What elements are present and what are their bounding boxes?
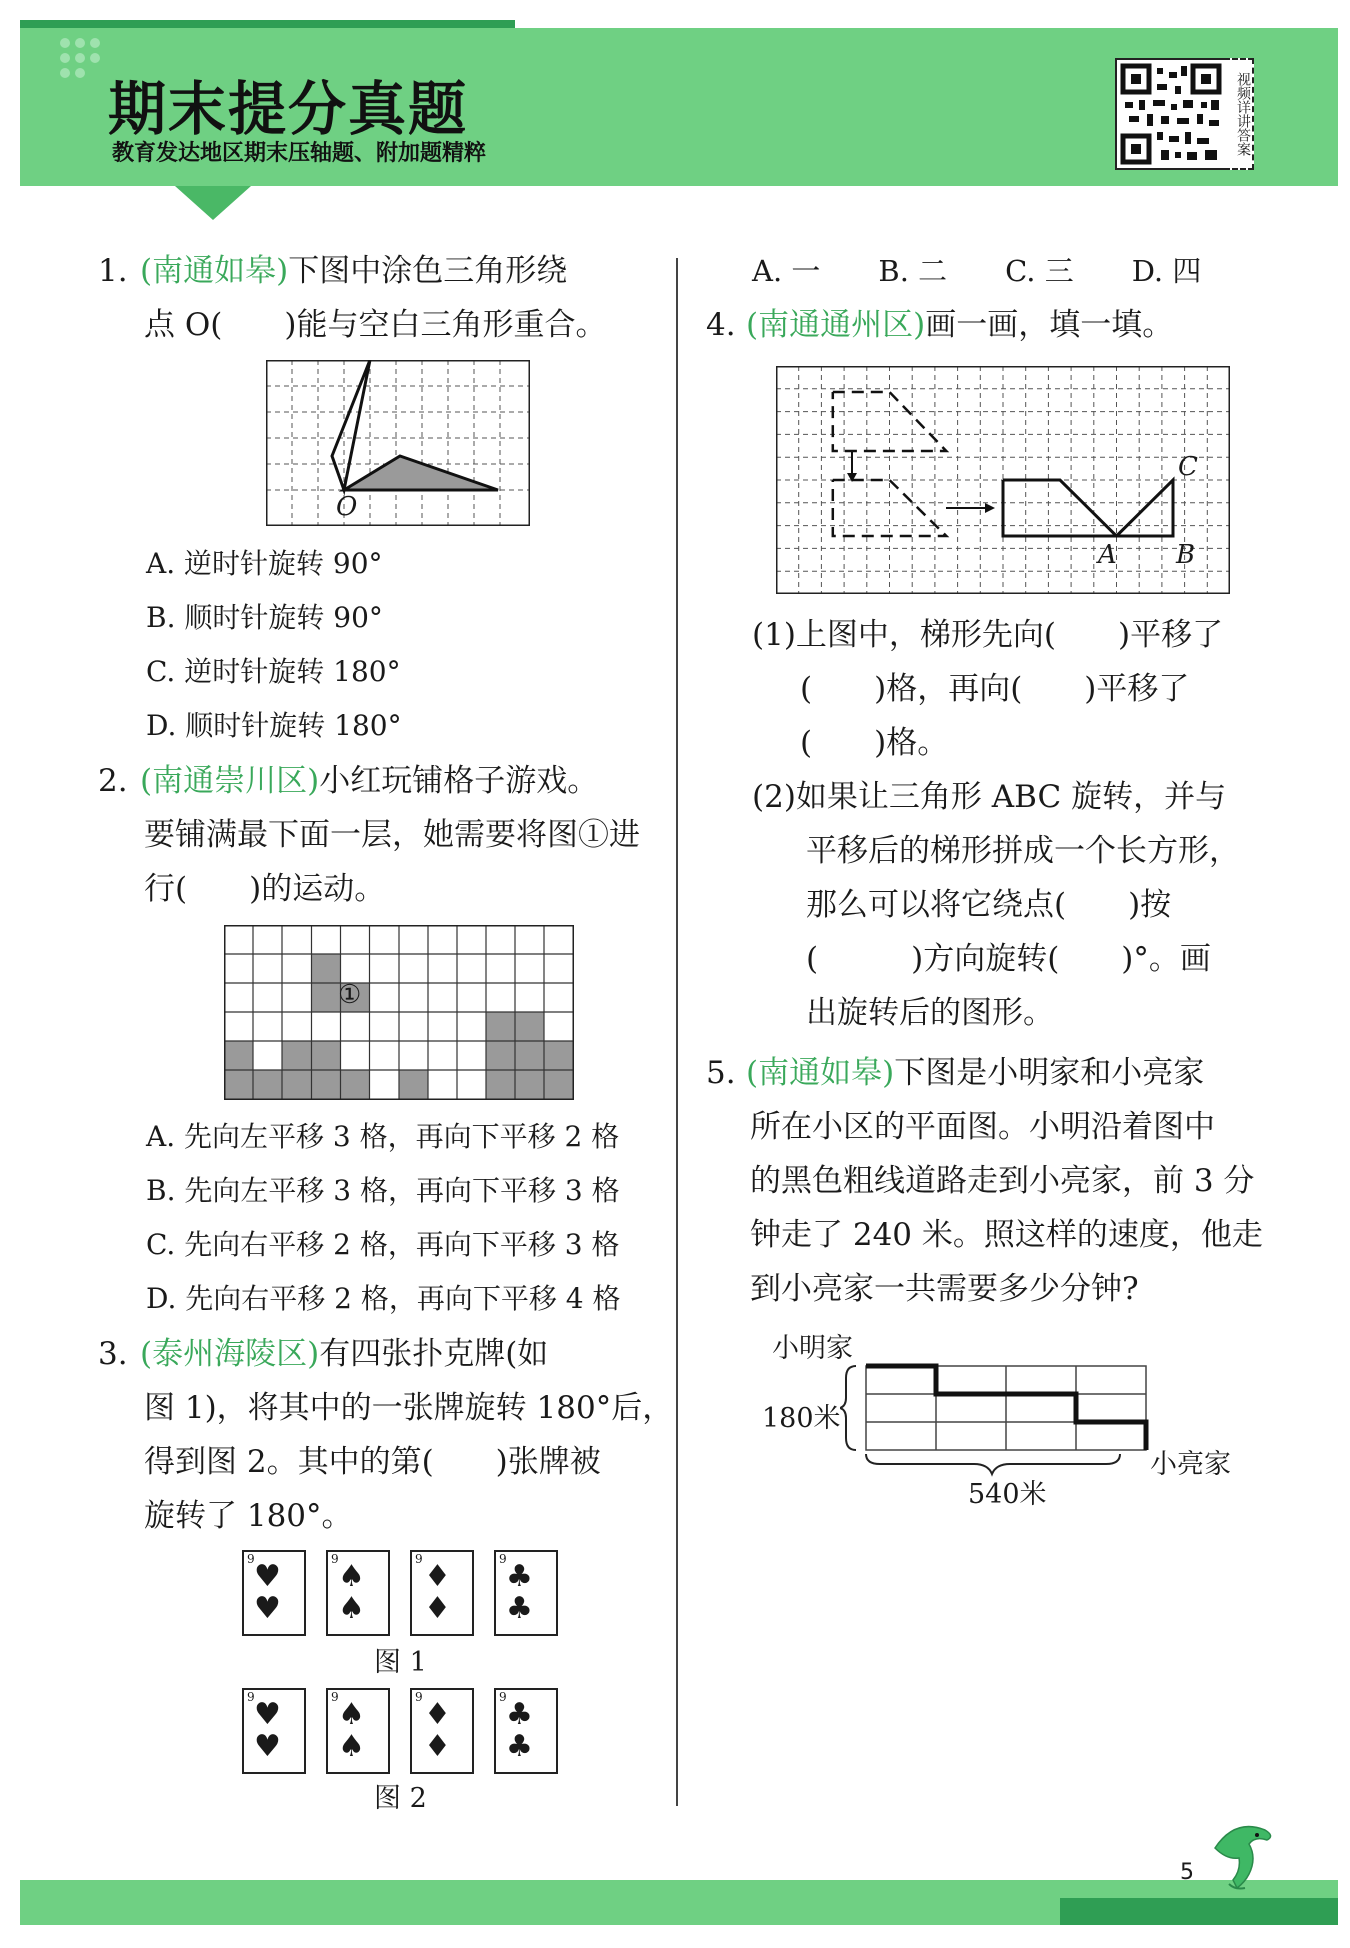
q5-stem-line1 [746,1054,1204,1092]
q2-text3: 行( )的运动。 [144,871,386,907]
q4-source: (南通通州区) [746,307,926,343]
q5-height-label: 180米 [762,1403,841,1434]
fig2-card-2: 9 ♠ ♠ [326,1688,390,1774]
q1-source: (南通如皋) [140,253,289,289]
q1-option-d[interactable]: D. 顺时针旋转 180° [146,709,402,742]
q1-shaded-triangle [344,456,498,490]
q2-source: (南通崇川区) [140,763,320,799]
q1-option-b[interactable]: B. 顺时针旋转 90° [146,601,383,634]
page-number: 5 [1180,1860,1194,1885]
q2-grid-figure [224,925,574,1100]
q4-grid-figure [776,366,1230,594]
q1-option-a[interactable]: A. 逆时针旋转 90° [146,547,383,580]
q1-blank-triangle [332,360,370,490]
q2-option-b[interactable]: B. 先向左平移 3 格，再向下平移 3 格 [146,1174,620,1207]
page-title: 期末提分真题 [108,75,469,143]
q2-text1: 小红玩铺格子游戏。 [319,763,599,799]
dolphin-icon [1205,1818,1280,1893]
q1-stem-line1 [140,252,567,290]
q3-text2: 图 1)，将其中的一张牌旋转 180°后， [144,1390,674,1426]
q4-text1: 画一画，填一填。 [925,307,1174,343]
fig2-card-3: 9 ♦ ♦ [410,1688,474,1774]
q2-number: 2. [98,763,128,799]
qr-side-label: 视频详讲答案 [1224,58,1254,170]
q2-figure-label: ① [338,980,362,1010]
q5-text2: 所在小区的平面图。小明沿着图中 [750,1109,1215,1145]
q4-p2-line1: (2)如果让三角形 ABC 旋转，并与 [752,779,1227,815]
q4-p2-line4: ( )方向旋转( )°。画 [806,941,1211,977]
q4-label-c: C [1178,452,1198,482]
q4-label-a: A [1098,540,1117,570]
q3-source: (泰州海陵区) [140,1336,320,1372]
q4-p1-line3: ( )格。 [800,725,949,761]
decorative-dots-icon [60,38,100,78]
q3-text4: 旋转了 180°。 [144,1498,353,1534]
q3-number: 3. [98,1336,128,1372]
column-divider [676,258,678,1806]
footer-dark-band [1060,1898,1338,1925]
q5-text1: 下图是小明家和小亮家 [894,1055,1205,1091]
q5-home-b-label: 小亮家 [1150,1449,1231,1480]
page-subtitle: 教育发达地区期末压轴题、附加题精粹 [112,141,487,166]
q4-p1-line1: (1)上图中，梯形先向( )平移了 [752,617,1224,653]
q4-p2-line3: 那么可以将它绕点( )按 [806,887,1172,923]
q1-grid-figure [266,360,530,526]
q3-text1: 有四张扑克牌(如 [319,1336,549,1372]
q5-number: 5. [706,1055,736,1091]
q1-option-c[interactable]: C. 逆时针旋转 180° [146,655,401,688]
q1-text2: 点 O( )能与空白三角形重合。 [144,307,607,343]
q4-number: 4. [706,307,736,343]
q2-option-d[interactable]: D. 先向右平移 2 格，再向下平移 4 格 [146,1282,621,1315]
q2-text2: 要铺满最下面一层，她需要将图①进 [144,817,640,853]
q5-width-label: 540米 [968,1479,1047,1510]
q4-p2-line5: 出旋转后的图形。 [806,995,1054,1031]
q5-map-figure [840,1356,1160,1496]
q5-home-a-label: 小明家 [772,1333,853,1364]
q5-text4: 钟走了 240 米。照这样的速度，他走 [750,1217,1263,1253]
q3-stem-line1 [140,1335,548,1373]
fig2-card-1: 9 ♥ ♥ [242,1688,306,1774]
fig1-card-2: 9 ♠ ♠ [326,1550,390,1636]
q4-stem-line1 [746,306,1173,344]
header-notch [175,186,251,220]
fig2-caption: 图 2 [374,1783,427,1814]
fig2-card-4: 9 ♣ ♣ [494,1688,558,1774]
q1-number: 1. [98,253,128,289]
q1-text1: 下图中涂色三角形绕 [288,253,568,289]
q5-text3: 的黑色粗线道路走到小亮家，前 3 分 [750,1163,1255,1199]
fig1-card-1: 9 ♥ ♥ [242,1550,306,1636]
q3-options[interactable]: A. 一 B. 二 C. 三 D. 四 [752,254,1202,288]
qr-code-icon[interactable] [1115,58,1227,170]
q2-option-c[interactable]: C. 先向右平移 2 格，再向下平移 3 格 [146,1228,620,1261]
q2-stem-line1 [140,762,598,800]
fig1-card-3: 9 ♦ ♦ [410,1550,474,1636]
q4-p1-line2: ( )格，再向( )平移了 [800,671,1190,707]
q4-label-b: B [1176,540,1196,570]
fig1-card-4: 9 ♣ ♣ [494,1550,558,1636]
q1-point-label: O [336,492,358,522]
q5-source: (南通如皋) [746,1055,895,1091]
q5-text5: 到小亮家一共需要多少分钟? [750,1271,1139,1307]
fig1-caption: 图 1 [374,1647,427,1678]
q3-text3: 得到图 2。其中的第( )张牌被 [144,1444,601,1480]
q2-option-a[interactable]: A. 先向左平移 3 格，再向下平移 2 格 [146,1120,620,1153]
q4-p2-line2: 平移后的梯形拼成一个长方形， [806,833,1240,869]
